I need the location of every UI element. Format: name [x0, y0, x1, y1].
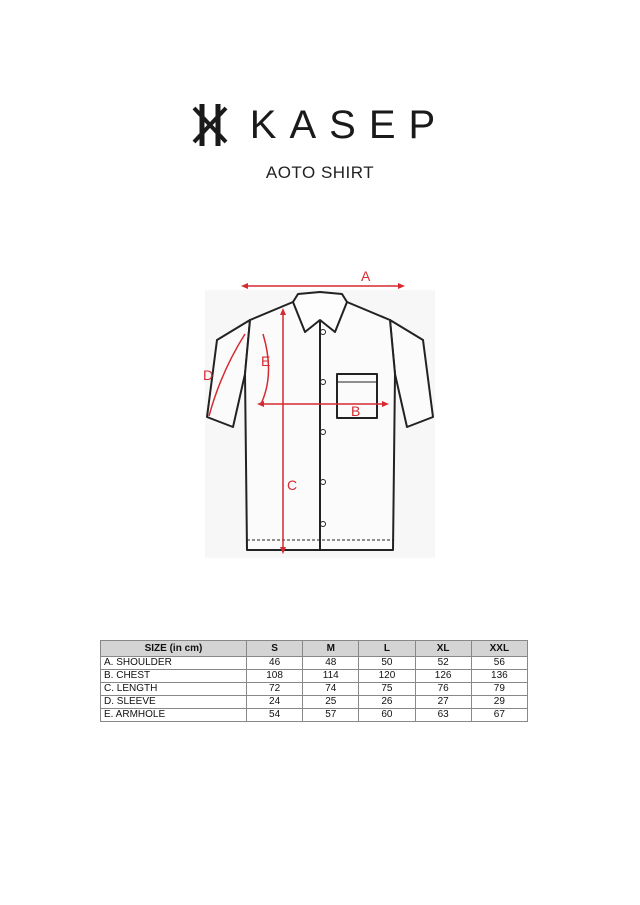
table-cell: 26	[359, 696, 415, 709]
size-chart-table	[100, 640, 528, 722]
table-cell: 67	[471, 709, 527, 722]
row-label: A. SHOULDER	[101, 657, 247, 670]
brand-name: KASEP	[249, 102, 449, 147]
table-row	[101, 709, 528, 722]
table-cell: 46	[247, 657, 303, 670]
size-col-xxl: XXL	[471, 641, 527, 657]
size-col-l: L	[359, 641, 415, 657]
size-col-m: M	[303, 641, 359, 657]
table-cell: 74	[303, 683, 359, 696]
kasep-logo-icon	[192, 102, 228, 148]
label-c: C	[287, 477, 298, 493]
table-cell: 136	[471, 670, 527, 683]
brand-header	[0, 102, 640, 148]
table-row	[101, 670, 528, 683]
table-row	[101, 657, 528, 670]
row-label: C. LENGTH	[101, 683, 247, 696]
product-title: AOTO SHIRT	[265, 163, 375, 182]
table-cell: 27	[415, 696, 471, 709]
table-cell: 108	[247, 670, 303, 683]
table-cell: 60	[359, 709, 415, 722]
table-cell: 126	[415, 670, 471, 683]
table-cell: 52	[415, 657, 471, 670]
shirt-measurement-diagram	[195, 262, 445, 562]
table-cell: 76	[415, 683, 471, 696]
table-cell: 24	[247, 696, 303, 709]
label-e: E	[261, 353, 271, 369]
table-cell: 50	[359, 657, 415, 670]
table-row	[101, 683, 528, 696]
table-cell: 56	[471, 657, 527, 670]
row-label: D. SLEEVE	[101, 696, 247, 709]
table-cell: 72	[247, 683, 303, 696]
table-cell: 114	[303, 670, 359, 683]
table-row	[101, 696, 528, 709]
row-label: E. ARMHOLE	[101, 709, 247, 722]
table-cell: 25	[303, 696, 359, 709]
table-cell: 79	[471, 683, 527, 696]
table-cell: 63	[415, 709, 471, 722]
size-header-label: SIZE (in cm)	[101, 641, 247, 657]
table-cell: 29	[471, 696, 527, 709]
row-label: B. CHEST	[101, 670, 247, 683]
label-b: B	[351, 403, 361, 419]
label-d: D	[203, 367, 214, 383]
table-cell: 54	[247, 709, 303, 722]
label-a: A	[361, 268, 371, 284]
size-col-xl: XL	[415, 641, 471, 657]
table-cell: 48	[303, 657, 359, 670]
size-col-s: S	[247, 641, 303, 657]
table-header-row	[101, 641, 528, 657]
table-cell: 57	[303, 709, 359, 722]
table-cell: 75	[359, 683, 415, 696]
table-cell: 120	[359, 670, 415, 683]
